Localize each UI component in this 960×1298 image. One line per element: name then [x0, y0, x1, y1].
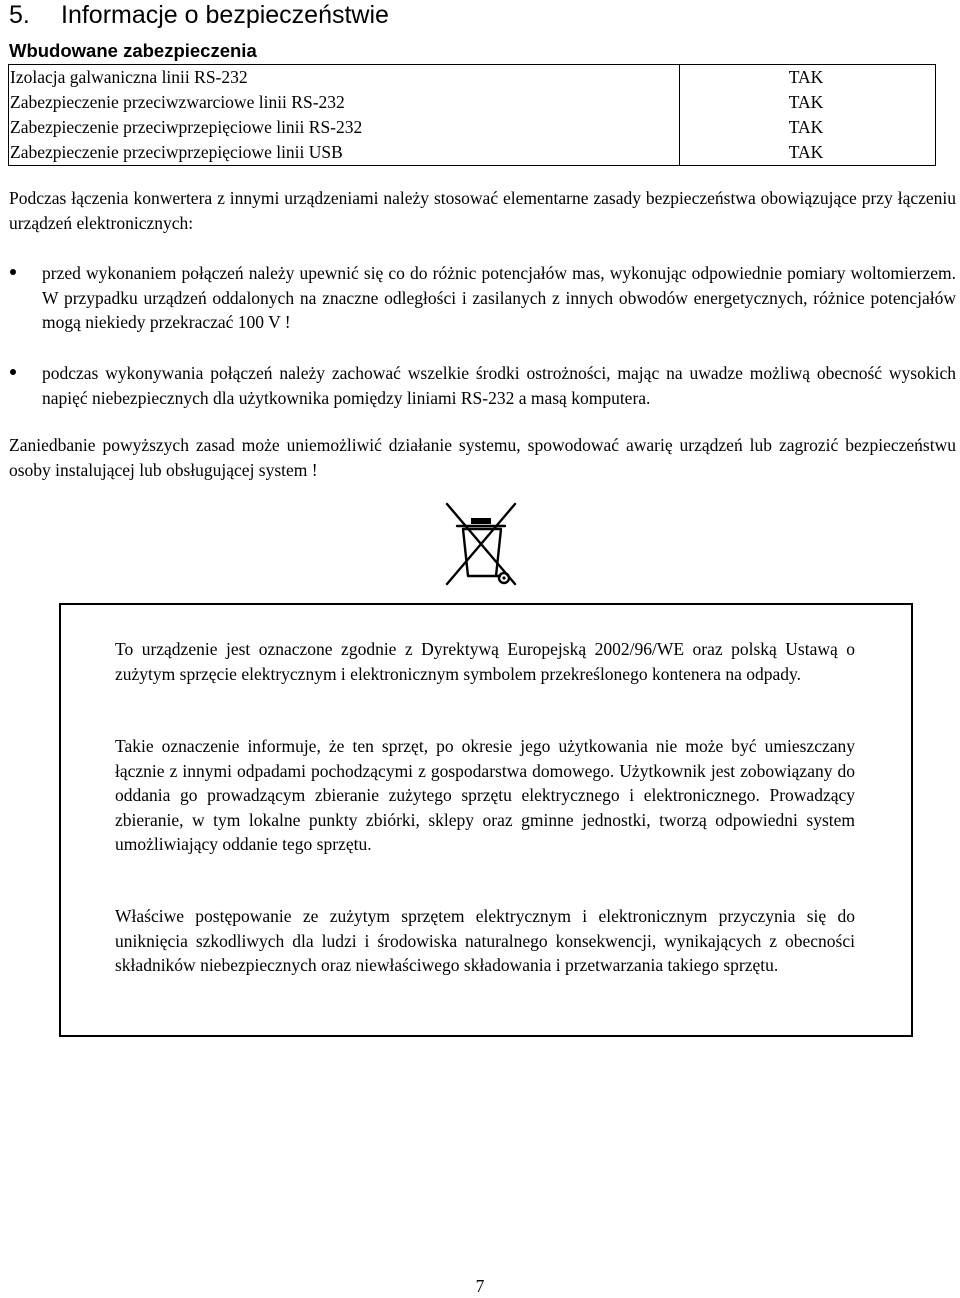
table-row: [9, 115, 936, 140]
section-title: Informacje o bezpieczeństwie: [61, 1, 389, 29]
weee-notice-box: [59, 603, 913, 1037]
feature-value: TAK: [680, 115, 936, 140]
intro-paragraph: Podczas łączenia konwertera z innymi urządzeniami należy stosować elementarne zasady bezpieczeństwa obowiązujące przy łączeniu urządzeń elektronicznych:: [9, 188, 956, 233]
table-row: [9, 140, 936, 166]
feature-label: Izolacja galwaniczna linii RS-232: [10, 67, 248, 87]
weee-paragraph: Takie oznaczenie informuje, że ten sprzęt, po okresie jego użytkowania nie może być umieszczany łącznie z innymi odpadami pochodzącymi z gospodarstwa domowego. Użytkownik jest zobowiązany do oddania go prowadzącym zbieranie zużytego sprzętu elektrycznego i elektronicznego. Prowadzący zbieranie, w tym lokalne punkty zbiórki, sklepy oraz gminne jednostki, tworzą odpowiedni system umożliwiający oddanie tego sprzętu.: [115, 736, 855, 854]
feature-value: TAK: [680, 140, 936, 166]
bullet-item: podczas wykonywania połączeń należy zachować wszelkie środki ostrożności, mając na uwadze możliwą obecność wysokich napięć niebezpiecznych dla użytkownika pomiędzy liniami RS-232 a masą komputera.: [42, 363, 956, 408]
feature-value: TAK: [680, 65, 936, 91]
bullet-icon: [10, 269, 16, 275]
table-row: [9, 90, 936, 115]
bullet-item: przed wykonaniem połączeń należy upewnić się co do różnic potencjałów mas, wykonując odpowiednie pomiary woltomierzem. W przypadku urządzeń oddalonych na znaczne odległości i zasilanych z innych obwodów energetycznych, różnice potencjałów mogą niekiedy przekraczać 100 V !: [42, 263, 956, 332]
weee-paragraph: To urządzenie jest oznaczone zgodnie z Dyrektywą Europejską 2002/96/WE oraz polską Ustawą o zużytym sprzęcie elektrycznym i elektronicznym symbolem przekreślonego kontenera na odpady.: [115, 639, 855, 684]
section-number: 5.: [9, 1, 30, 29]
bullet-icon: [10, 369, 16, 375]
feature-label: Zabezpieczenie przeciwzwarciowe linii RS-232: [10, 92, 345, 112]
feature-label: Zabezpieczenie przeciwprzepięciowe linii USB: [10, 142, 343, 162]
feature-value: TAK: [680, 90, 936, 115]
subsection-title: Wbudowane zabezpieczenia: [9, 40, 257, 61]
table-row: [9, 65, 936, 91]
weee-paragraph: Właściwe postępowanie ze zużytym sprzętem elektrycznym i elektronicznym przyczynia się do uniknięcia szkodliwych dla ludzi i środowiska naturalnego konsekwencji, wynikających z obecności składników niebezpiecznych oraz niewłaściwego składowania i przetwarzania takiego sprzętu.: [115, 906, 855, 975]
page-number: 7: [475, 1276, 485, 1296]
protection-table: [8, 64, 936, 166]
crossed-out-wheelie-bin-icon: [441, 498, 521, 590]
warning-paragraph: Zaniedbanie powyższych zasad może uniemożliwić działanie systemu, spowodować awarię urządzeń lub zagrozić bezpieczeństwu osoby instalującej lub obsługującej system !: [9, 435, 956, 480]
section-heading: [9, 0, 389, 30]
feature-label: Zabezpieczenie przeciwprzepięciowe linii RS-232: [10, 117, 363, 137]
